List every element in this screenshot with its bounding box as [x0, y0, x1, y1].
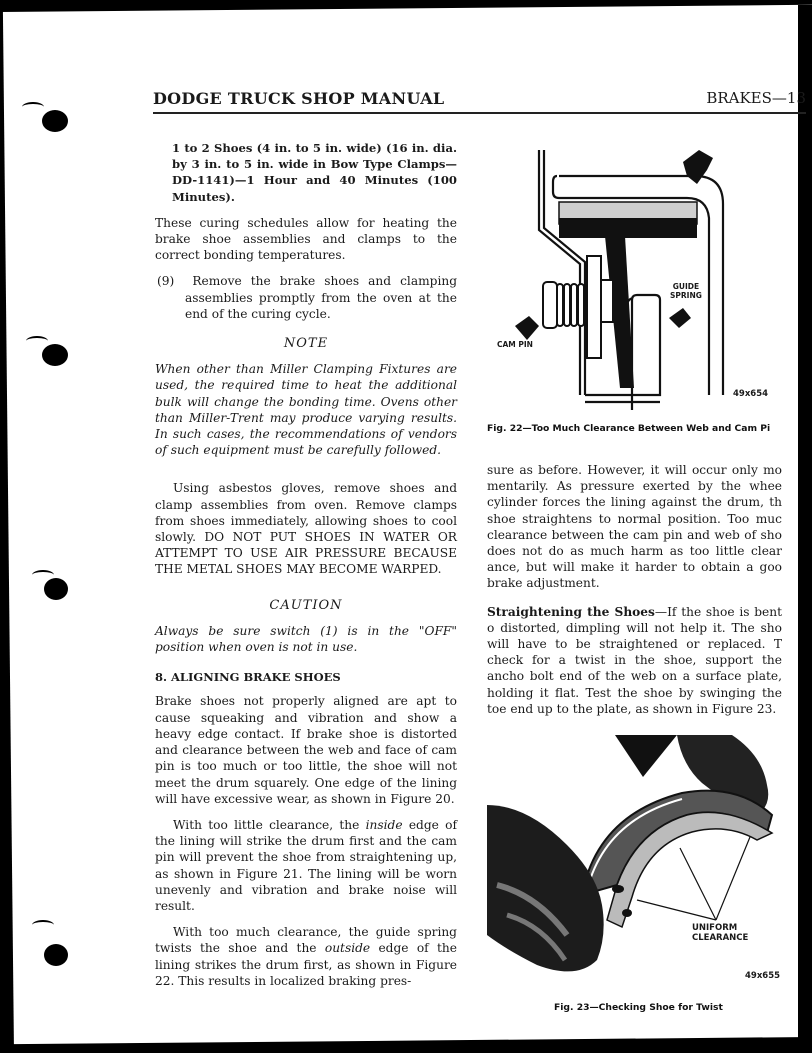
- guide-spring-label: [670, 282, 702, 300]
- figure-id: 49x654: [733, 389, 769, 399]
- scan-border-top: [0, 0, 812, 12]
- uniform-clearance-label: [692, 923, 748, 943]
- figure-23: [487, 735, 787, 1025]
- too-much-paragraph: [155, 924, 457, 989]
- text-run: With too much clearance, the guide spring twists the shoe and the: [155, 925, 457, 956]
- caution-text: Always be sure switch (1) is in the "OFF" position when oven is not in use.: [155, 623, 457, 655]
- brake-shoe-photo-illustration: [487, 735, 787, 985]
- runin-heading: Straightening the Shoes: [487, 604, 655, 619]
- curing-paragraph: These curing schedules allow for heating the brake shoe assemblies and clamps to the correct bonding temperatures.: [155, 215, 457, 263]
- punch-hole-arc: [22, 102, 44, 112]
- left-column: [155, 140, 457, 999]
- curing-schedule-item: 1 to 2 Shoes (4 in. to 5 in. wide) (16 in. dia. by 3 in. to 5 in. wide in Bow Type Clamps—DD-1141)—1 Hour and 40 Minutes (100 Minutes).: [172, 141, 457, 204]
- page-label: BRAKES—13: [706, 89, 806, 107]
- section-heading: 8. ALIGNING BRAKE SHOES: [155, 670, 341, 685]
- punch-hole-arc: [32, 920, 54, 930]
- punch-hole: [44, 578, 68, 600]
- label-line: GUIDE: [672, 282, 700, 291]
- text-run: With too little clearance, the: [173, 817, 366, 832]
- caution-heading: CAUTION: [269, 597, 343, 613]
- gloves-paragraph: Using asbestos gloves, remove shoes and clamp assemblies from oven. Remove clamps from shoes immediately, allowing shoes to cool slowly. DO NOT PUT SHOES IN WATER OR ATTEMPT TO USE AIR PRESSURE BECAUSE THE METAL SHOES MAY BECOME WARPED.: [155, 481, 457, 577]
- step-number: (9): [157, 274, 175, 289]
- arrow-icon: [669, 308, 691, 328]
- text-run: edge of the lining will strike the drum first and the cam pin will prevent the shoe from straightening up, as shown in Figure 21. The lining will be worn unevenly and vibration and brake noise will result.: [155, 817, 457, 913]
- step-text: Remove the brake shoes and clamping assemblies promptly from the oven at the end of the curing cycle.: [185, 274, 457, 321]
- punch-hole: [44, 944, 68, 966]
- label-line: SPRING: [670, 291, 702, 300]
- aligned-paragraph: Brake shoes not properly aligned are apt to cause squeaking and vibration and show a heavy edge contact. If brake shoe is distorted and clearance between the web and face of cam pin is too much or too little, the shoe will not meet the drum squarely. One edge of the lining will have excessive wear, as shown in Figure 20.: [155, 694, 457, 806]
- figure-22: [487, 140, 782, 434]
- note-heading: NOTE: [283, 336, 329, 352]
- cam-pin-label: CAM PIN: [497, 340, 533, 349]
- text-run: edge of the lining strikes the drum first, as shown in Figure 22. This results in localized braking pres-: [155, 941, 457, 988]
- text-run: —If the shoe is bent o distorted, dimpling will not help it. The sho will have to be straightened or replaced. T check for a twist in the shoe, support the ancho bolt end of the web on a surface plate, holding it flat. Test the shoe by swinging the toe end up to the plate, as shown in Figure 23.: [487, 604, 782, 716]
- note-text: When other than Miller Clamping Fixtures are used, the required time to heat the additional bulk will change the bonding time. Ovens other than Miller-Trent may produce varying results. In such cases, the recommendations of vendors of such equipment must be carefully followed.: [155, 362, 457, 458]
- page-header: [153, 86, 806, 114]
- figure-caption: Fig. 22—Too Much Clearance Between Web and Cam Pi: [487, 423, 771, 434]
- arrow-icon: [515, 316, 539, 340]
- brake-shoe-cross-section-illustration: [487, 140, 782, 410]
- figure-caption: Fig. 23—Checking Shoe for Twist: [554, 1002, 723, 1013]
- label-line: CLEARANCE: [692, 933, 749, 943]
- too-little-paragraph: [155, 817, 457, 914]
- scan-border-left: [0, 0, 14, 1053]
- straightening-paragraph: [487, 604, 782, 717]
- emphasis: outside: [324, 941, 371, 956]
- scan-border-right: [798, 5, 812, 1050]
- sure-paragraph: sure as before. However, it will occur only mo mentarily. As pressure exerted by the whee cylinder forces the lining against the drum, th shoe straightens to normal position. Too muc clearance between the cam pin and web of sho does not do as much harm as too little clear ance, but will make it harder to obtain a goo brake adjustment.: [487, 463, 782, 591]
- scan-border-bottom: [0, 1037, 812, 1053]
- punch-hole: [42, 344, 68, 366]
- figure-id: 49x655: [745, 971, 781, 981]
- step-9: [155, 273, 457, 322]
- right-column-text: [487, 462, 782, 727]
- emphasis: inside: [365, 817, 403, 832]
- label-line: UNIFORM: [692, 923, 738, 933]
- manual-title: DODGE TRUCK SHOP MANUAL: [153, 89, 445, 108]
- punch-hole: [42, 110, 68, 132]
- punch-hole-arc: [26, 336, 48, 346]
